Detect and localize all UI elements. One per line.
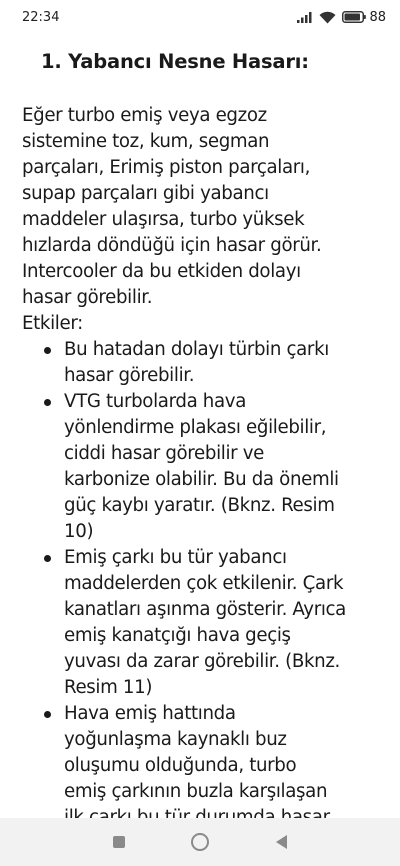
paragraph-line: parçaları, Erimiş piston parçaları,	[22, 157, 311, 178]
list-item-line: hasar görebilir.	[64, 365, 195, 386]
list-item-line: Emiş çarkı bu tür yabancı	[64, 547, 287, 568]
section-heading: 1. Yabancı Nesne Hasarı:	[41, 50, 309, 73]
list-item	[22, 389, 392, 545]
list-item-line: Bu hatadan dolayı türbin çarkı	[64, 339, 329, 360]
status-time: 22:34	[22, 9, 60, 25]
list-item-line: maddelerden çok etkilenir. Çark	[64, 573, 344, 594]
battery-icon	[342, 11, 366, 23]
back-icon	[276, 835, 287, 849]
list-item-line: Hava emiş hattında	[64, 703, 236, 724]
paragraph-line: supap parçaları gibi yabancı	[22, 183, 269, 204]
list-item-line: Resim 11)	[64, 677, 153, 698]
list-item-line: 10)	[64, 521, 94, 542]
effects-list	[22, 337, 392, 857]
navigation-bar	[0, 818, 400, 866]
list-item-line: ciddi hasar görebilir ve	[64, 443, 264, 464]
list-item-line: emiş çarkının buzla karşılaşan	[64, 781, 328, 802]
intro-paragraph	[22, 103, 392, 311]
list-item-line: karbonize olabilir. Bu da önemli	[64, 469, 339, 490]
bullet-icon	[44, 711, 51, 718]
home-button[interactable]	[180, 822, 220, 862]
paragraph-line: Eğer turbo emiş veya egzoz	[22, 105, 267, 126]
status-bar	[0, 0, 400, 34]
recents-icon	[113, 836, 125, 848]
list-item-line: oluşumu olduğunda, turbo	[64, 755, 297, 776]
list-item-line: güç kaybı yaratır. (Bknz. Resim	[64, 495, 335, 516]
signal-icon	[297, 11, 313, 23]
wifi-icon	[319, 11, 336, 24]
bullet-icon	[44, 399, 51, 406]
list-item-line: yoğunlaşma kaynaklı buz	[64, 729, 287, 750]
list-item-line: emiş kanatçığı hava geçiş	[64, 625, 291, 646]
list-item-line: yuvası da zarar görebilir. (Bknz.	[64, 651, 340, 672]
list-item-line: yönlendirme plakası eğilebilir,	[64, 417, 327, 438]
bullet-icon	[44, 347, 51, 354]
recents-button[interactable]	[99, 822, 139, 862]
bullet-icon	[44, 555, 51, 562]
article-content[interactable]	[22, 38, 392, 818]
list-item	[22, 545, 392, 701]
list-item-line: VTG turbolarda hava	[64, 391, 246, 412]
back-button[interactable]	[261, 822, 301, 862]
paragraph-line: maddeler ulaşırsa, turbo yüksek	[22, 209, 305, 230]
paragraph-line: hasar görebilir.	[22, 287, 153, 308]
list-item	[22, 337, 392, 389]
battery-percent: 88	[369, 9, 386, 25]
battery	[342, 10, 386, 25]
effects-label: Etkiler:	[22, 313, 83, 334]
home-icon	[191, 833, 209, 851]
paragraph-line: sistemine toz, kum, segman	[22, 131, 270, 152]
status-icons	[297, 10, 386, 25]
paragraph-line: Intercooler da bu etkiden dolayı	[22, 261, 301, 282]
list-item-line: kanatları aşınma gösterir. Ayrıca	[64, 599, 346, 620]
paragraph-line: hızlarda döndüğü için hasar görür.	[22, 235, 322, 256]
